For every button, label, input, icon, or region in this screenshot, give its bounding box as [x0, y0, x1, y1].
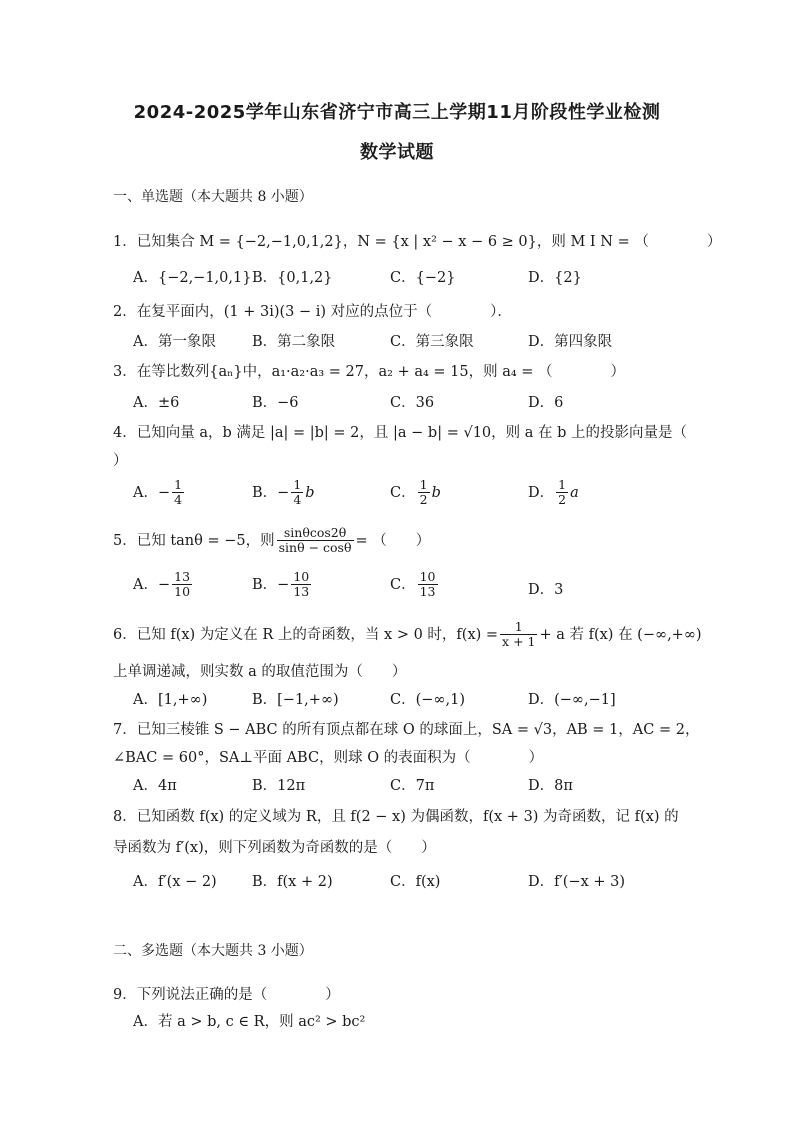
question-1-stem: 1．已知集合 M = {−2,−1,0,1,2}，N = {x | x² − x − 6 ≥ 0}，则 M I N = （ ） [113, 234, 722, 250]
question-2-stem: 2．在复平面内，(1 + 3i)(3 − i) 对应的点位于（ ）． [113, 304, 512, 320]
section-heading-single-choice: 一、单选题（本大题共 8 小题） [113, 189, 313, 205]
question-1-option-a[interactable]: A．{−2,−1,0,1} [133, 270, 252, 286]
question-4-option-b[interactable] [252, 478, 315, 508]
question-4-option-a[interactable] [133, 478, 186, 508]
question-2-option-c[interactable]: C．第三象限 [390, 334, 474, 350]
fraction-denominator: 4 [174, 492, 183, 508]
question-7-option-d[interactable]: D．8π [528, 778, 573, 794]
question-6-option-c[interactable]: C．(−∞,1) [390, 692, 465, 708]
option-letter: B．− [252, 576, 290, 593]
question-1-option-b[interactable]: B．{0,1,2} [252, 270, 333, 286]
fraction [418, 570, 438, 600]
vector-symbol: a [570, 484, 579, 501]
fraction-numerator: 13 [174, 569, 191, 584]
question-1-option-d[interactable]: D．{2} [528, 270, 582, 286]
stem-text: + a 若 f(x) 在 (−∞,+∞) [539, 626, 702, 643]
fraction-numerator: 1 [500, 620, 537, 635]
question-8-stem: 8．已知函数 f(x) 的定义域为 R，且 f(2 − x) 为偶函数，f(x + 3) 为奇函数，记 f(x) 的 [113, 809, 679, 825]
question-2-option-b[interactable]: B．第二象限 [252, 334, 336, 350]
question-8-option-b[interactable]: B．f(x + 2) [252, 874, 333, 890]
fraction-numerator: sinθcos2θ [277, 526, 354, 541]
question-6-option-b[interactable]: B．[−1,+∞) [252, 692, 339, 708]
question-6-stem-continued: 上单调递减，则实数 a 的取值范围为（ ） [113, 664, 407, 680]
fraction-numerator: 1 [558, 477, 567, 492]
option-letter: B．− [252, 484, 290, 501]
question-6-stem [113, 620, 702, 650]
question-7-stem: 7．已知三棱锥 S − ABC 的所有顶点都在球 O 的球面上，SA = √3，AB = 1，AC = 2， [113, 722, 700, 738]
stem-text: = （ ） [355, 532, 431, 549]
question-5-option-d[interactable]: D．3 [528, 582, 564, 598]
vector-symbol: b [431, 484, 441, 501]
question-4-stem: 4．已知向量 a，b 满足 |a| = |b| = 2，且 |a − b| = √10，则 a 在 b 上的投影向量是（ [113, 425, 688, 441]
question-3-option-c[interactable]: C．36 [390, 395, 435, 411]
question-2-option-a[interactable]: A．第一象限 [133, 334, 216, 350]
fraction-numerator: 1 [419, 477, 428, 492]
option-letter: C． [390, 576, 416, 593]
question-5-option-b[interactable] [252, 570, 313, 600]
fraction [418, 478, 430, 508]
fraction-denominator: 13 [293, 584, 310, 600]
fraction-denominator: 4 [293, 492, 302, 508]
question-9-option-a[interactable]: A．若 a > b, c ∈ R，则 ac² > bc² [133, 1014, 366, 1030]
stem-text: 5．已知 tanθ = −5，则 [113, 532, 275, 549]
fraction-denominator: 2 [419, 492, 428, 508]
question-3-stem: 3．在等比数列{aₙ}中，a₁·a₂·a₃ = 27，a₂ + a₄ = 15，则 a₄ = （ ） [113, 364, 626, 380]
question-7-stem-continued: ∠BAC = 60°，SA⊥平面 ABC，则球 O 的表面积为（ ） [113, 750, 544, 766]
question-6-option-d[interactable]: D．(−∞,−1] [528, 692, 616, 708]
fraction-denominator: sinθ − cosθ [278, 540, 352, 556]
vector-symbol: b [305, 484, 315, 501]
question-8-option-a[interactable]: A．f′(x − 2) [133, 874, 217, 890]
section-heading-multiple-choice: 二、多选题（本大题共 3 小题） [113, 943, 313, 959]
option-letter: A．− [133, 576, 171, 593]
question-1-option-c[interactable]: C．{−2} [390, 270, 456, 286]
fraction-numerator: 1 [293, 477, 302, 492]
question-2-option-d[interactable]: D．第四象限 [528, 334, 613, 350]
fraction-denominator: x + 1 [502, 634, 536, 650]
question-3-option-d[interactable]: D．6 [528, 395, 564, 411]
option-letter: A．− [133, 484, 171, 501]
fraction [291, 478, 303, 508]
question-5-option-a[interactable] [133, 570, 194, 600]
fraction-denominator: 2 [558, 492, 567, 508]
question-4-stem-continued: ） [113, 453, 128, 469]
question-3-option-a[interactable]: A．±6 [133, 395, 180, 411]
fraction [556, 478, 568, 508]
fraction-denominator: 10 [174, 584, 191, 600]
exam-subtitle: 数学试题 [360, 142, 434, 163]
question-9-stem: 9．下列说法正确的是（ ） [113, 987, 340, 1003]
question-5-stem [113, 526, 430, 556]
fraction-numerator: 1 [174, 477, 183, 492]
question-4-option-d[interactable] [528, 478, 579, 508]
question-6-option-a[interactable]: A．[1,+∞) [133, 692, 208, 708]
option-letter: C． [390, 484, 416, 501]
question-7-option-b[interactable]: B．12π [252, 778, 306, 794]
question-4-option-c[interactable] [390, 478, 441, 508]
fraction [172, 478, 184, 508]
question-8-option-c[interactable]: C．f(x) [390, 874, 441, 890]
fraction [500, 620, 537, 650]
question-7-option-c[interactable]: C．7π [390, 778, 435, 794]
fraction-numerator: 10 [419, 569, 436, 584]
stem-text: 6．已知 f(x) 为定义在 R 上的奇函数，当 x > 0 时，f(x) = [113, 626, 499, 643]
option-letter: D． [528, 484, 555, 501]
question-3-option-b[interactable]: B．−6 [252, 395, 299, 411]
exam-title: 2024-2025学年山东省济宁市高三上学期11月阶段性学业检测 [133, 102, 661, 123]
fraction-numerator: 10 [293, 569, 310, 584]
fraction [172, 570, 192, 600]
question-7-option-a[interactable]: A．4π [133, 778, 177, 794]
question-8-stem-continued: 导函数为 f′(x)，则下列函数为奇函数的是（ ） [113, 840, 436, 856]
fraction [291, 570, 311, 600]
question-8-option-d[interactable]: D．f′(−x + 3) [528, 874, 626, 890]
fraction-denominator: 13 [419, 584, 436, 600]
fraction [277, 526, 354, 556]
question-5-option-c[interactable] [390, 570, 440, 600]
